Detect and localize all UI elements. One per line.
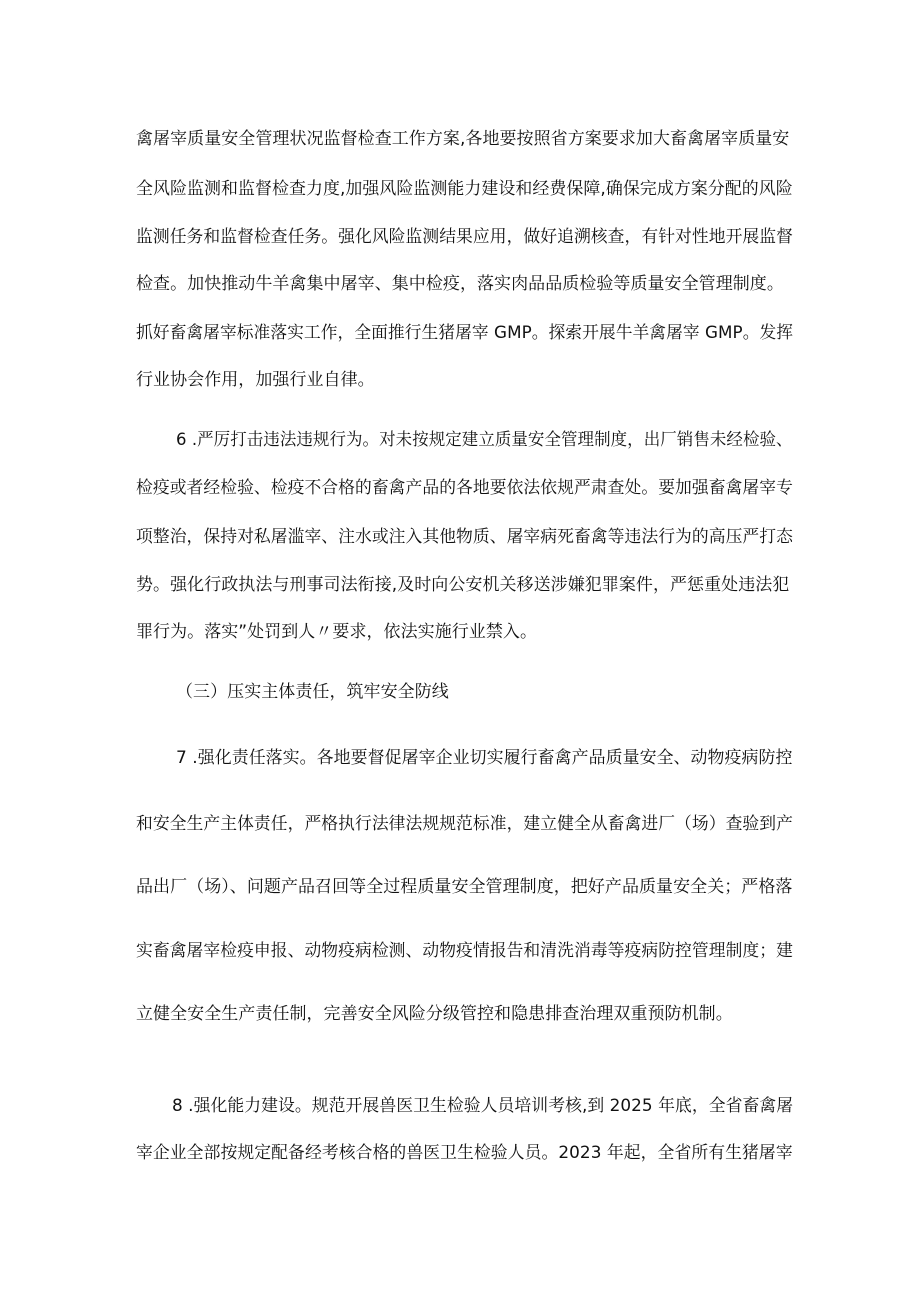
text-line: 全风险监测和监督检查力度,加强风险监测能力建设和经费保障,确保完成方案分配的风险 (136, 179, 793, 199)
text-line: 禽屠宰质量安全管理状况监督检查工作方案,各地要按照省方案要求加大畜禽屠宰质量安 (136, 129, 790, 149)
text-line: 实畜禽屠宰检疫申报、动物疫病检测、动物疫情报告和清洗消毒等疫病防控管理制度；建 (136, 941, 793, 961)
text-line: 和安全生产主体责任，严格执行法律法规规范标准，建立健全从畜禽进厂（场）查验到产 (136, 814, 793, 834)
text-line: 6 .严厉打击违法违规行为。对未按规定建立质量安全管理制度，出厂销售未经检验、 (176, 430, 793, 450)
text-line: 7 .强化责任落实。各地要督促屠宰企业切实履行畜禽产品质量安全、动物疫病防控 (176, 748, 793, 768)
text-line: 行业协会作用，加强行业自律。 (136, 370, 375, 390)
text-line: 立健全安全生产责任制，完善安全风险分级管控和隐患排查治理双重预防机制。 (136, 1004, 733, 1024)
text-line: 检查。加快推动牛羊禽集中屠宰、集中检疫，落实肉品品质检验等质量安全管理制度。 (136, 274, 784, 294)
text-line: 监测任务和监督检查任务。强化风险监测结果应用，做好追溯核查，有针对性地开展监督 (136, 227, 793, 247)
text-line: 检疫或者经检验、检疫不合格的畜禽产品的各地要依法依规严肃查处。要加强畜禽屠宰专 (136, 478, 793, 498)
section-heading: （三）压实主体责任，筑牢安全防线 (176, 682, 449, 702)
text-line: 品出厂（场）、问题产品召回等全过程质量安全管理制度，把好产品质量安全关；严格落 (136, 877, 793, 897)
text-line: 8 .强化能力建设。规范开展兽医卫生检验人员培训考核,到 2025 年底，全省畜禽屠 (172, 1096, 794, 1116)
text-line: 项整治，保持对私屠滥宰、注水或注入其他物质、屠宰病死畜禽等违法行为的高压严打态 (136, 527, 793, 547)
text-line: 势。强化行政执法与刑事司法衔接,及时向公安机关移送涉嫌犯罪案件，严惩重处违法犯 (136, 575, 790, 595)
text-line: 罪行为。落实”处罚到人〃要求，依法实施行业禁入。 (136, 622, 538, 642)
text-line: 宰企业全部按规定配备经考核合格的兽医卫生检验人员。2023 年起，全省所有生猪屠宰 (136, 1143, 793, 1163)
text-line: 抓好畜禽屠宰标准落实工作，全面推行生猪屠宰 GMP。探索开展牛羊禽屠宰 GMP。发挥 (136, 323, 794, 343)
